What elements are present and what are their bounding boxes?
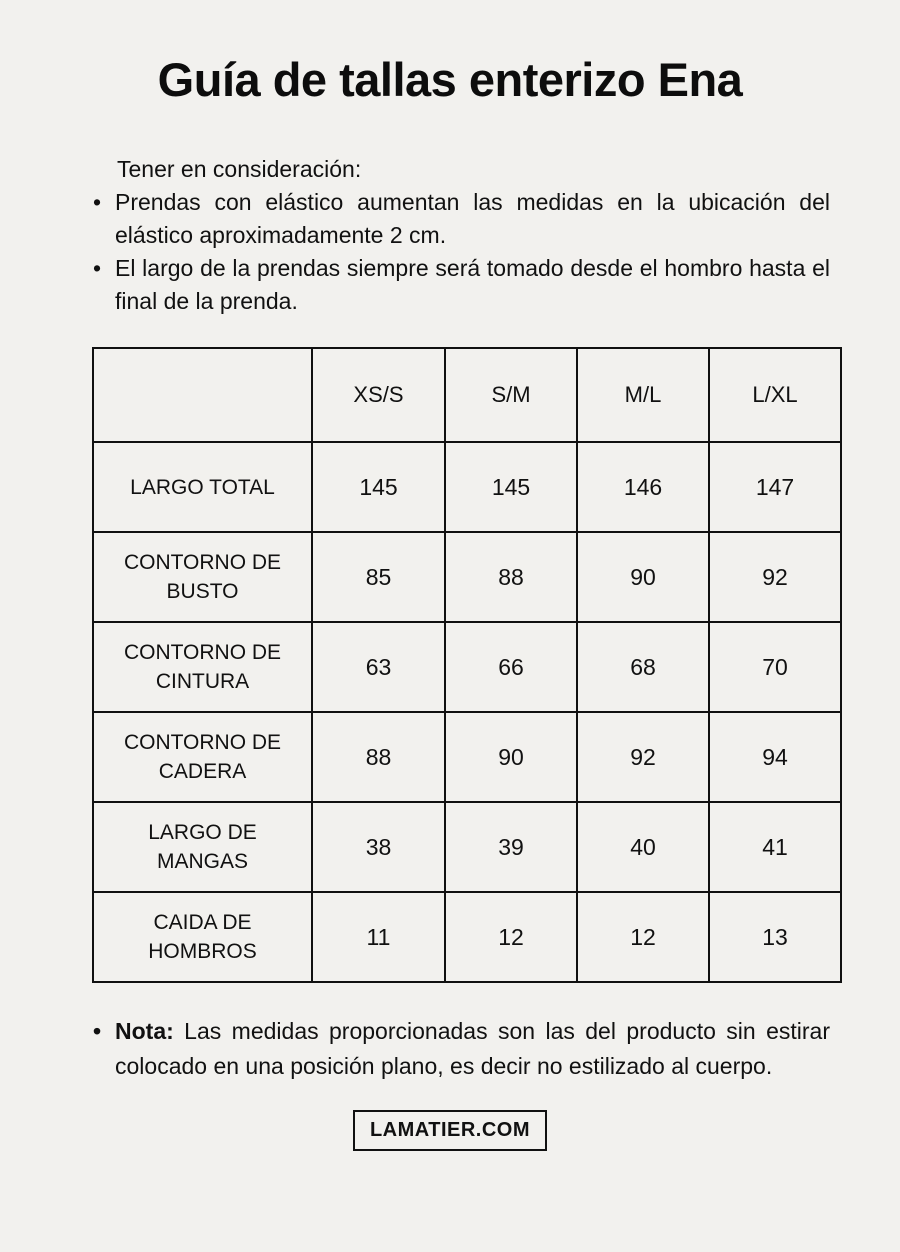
table-cell: 94 [709, 712, 841, 802]
considerations-section [115, 153, 830, 318]
table-cell: 88 [445, 532, 577, 622]
table-cell: 146 [577, 442, 709, 532]
table-cell: 85 [312, 532, 445, 622]
consideration-item: • El largo de la prendas siempre será tomado desde el hombro hasta el final de la prenda. [115, 252, 830, 318]
table-row [93, 802, 841, 892]
row-label: CONTORNO DE CINTURA [93, 622, 312, 712]
table-cell: 40 [577, 802, 709, 892]
table-cell: 92 [709, 532, 841, 622]
size-column-header: XS/S [312, 348, 445, 442]
footer [0, 1110, 900, 1151]
row-label: CONTORNO DE CADERA [93, 712, 312, 802]
table-row [93, 442, 841, 532]
page-title: Guía de tallas enterizo Ena [157, 53, 743, 106]
table-row [93, 532, 841, 622]
note-text: Las medidas proporcionadas son las del producto sin estirar colocado en una posición plano, es decir no estilizado al cuerpo. [115, 1018, 830, 1079]
table-cell: 68 [577, 622, 709, 712]
table-cell: 12 [445, 892, 577, 982]
brand-badge: LAMATIER.COM [353, 1110, 547, 1151]
table-cell: 70 [709, 622, 841, 712]
row-label: LARGO DE MANGAS [93, 802, 312, 892]
row-label: LARGO TOTAL [93, 442, 312, 532]
note-label: Nota: [115, 1018, 174, 1044]
table-cell: 66 [445, 622, 577, 712]
table-cell: 63 [312, 622, 445, 712]
table-cell: 12 [577, 892, 709, 982]
row-label: CONTORNO DE BUSTO [93, 532, 312, 622]
consideration-item: • Prendas con elástico aumentan las medidas en la ubicación del elástico aproximadamente 2 cm. [115, 186, 830, 252]
table-cell: 92 [577, 712, 709, 802]
size-table [92, 347, 842, 983]
size-table-corner-cell [93, 348, 312, 442]
size-column-header: L/XL [709, 348, 841, 442]
size-table-header-row [93, 348, 841, 442]
table-row [93, 892, 841, 982]
table-cell: 90 [577, 532, 709, 622]
row-label: CAIDA DE HOMBROS [93, 892, 312, 982]
table-cell: 90 [445, 712, 577, 802]
table-row [93, 622, 841, 712]
size-column-header: S/M [445, 348, 577, 442]
table-row [93, 712, 841, 802]
table-cell: 38 [312, 802, 445, 892]
table-cell: 145 [445, 442, 577, 532]
table-cell: 13 [709, 892, 841, 982]
table-cell: 147 [709, 442, 841, 532]
table-cell: 145 [312, 442, 445, 532]
table-cell: 11 [312, 892, 445, 982]
table-cell: 88 [312, 712, 445, 802]
size-column-header: M/L [577, 348, 709, 442]
note-paragraph [115, 1014, 830, 1084]
table-cell: 39 [445, 802, 577, 892]
considerations-heading: Tener en consideración: [117, 156, 362, 182]
table-cell: 41 [709, 802, 841, 892]
considerations-list [115, 186, 830, 318]
